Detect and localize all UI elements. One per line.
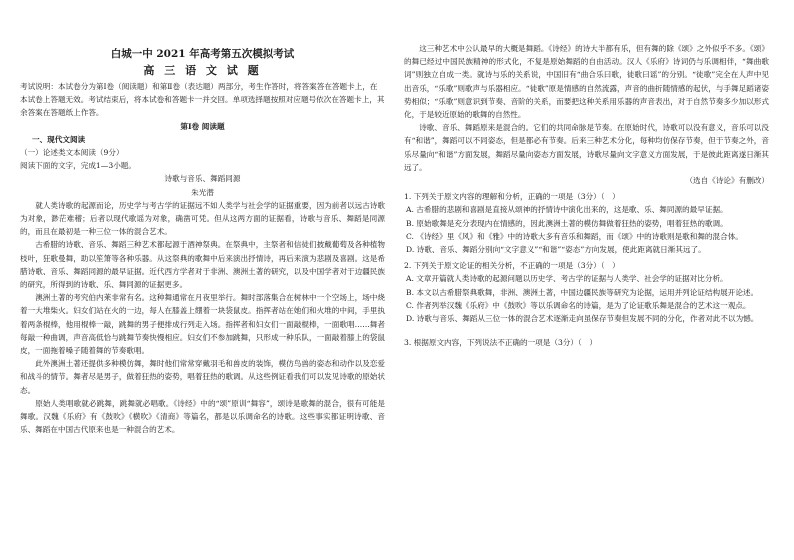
option-a: A. 古希腊的悲剧和喜剧是直接从颂神的抒情诗中演化出来的，这是歌、乐、舞同源的最早证据。 — [406, 205, 728, 215]
question-2 — [404, 259, 769, 325]
part-one-intro: 阅读下面的文字，完成1—3小题。 — [20, 161, 136, 171]
article-paragraph: 这三种艺术中公认最早的大概是舞蹈。《诗经》的诗大半都有乐，但有舞的除《颂》之外似乎不多。《颂》的舞已经过中国民族精神的形式化，不复是原始舞蹈的自由活动。汉人《乐府》诗词仍与乐调相伴，“舞曲歌词”则独立自成一类。就诗与乐的关系说，中国旧有“曲合乐曰歌，徒歌曰谣”的分别。“徒歌”完全在人声中见出音乐，“乐歌”则歌声与乐器相应。“徒歌”原是情感的自然流露，声音的曲折随情感的起伏，与手舞足蹈诸姿势相似；“乐歌”则意识到节奏、音阶的关系，而要把这种关系用乐器的声音表出，对于自然节奏多少加以形式化，于是较近原始的歌舞的自然性。 — [404, 44, 769, 120]
part-one-sub: （一）论述类文本阅读（9分） — [20, 148, 124, 158]
option-d: D. 诗歌与音乐、舞蹈从三位一体的混合艺术逐渐走向虽保存节奏但发展不同的分化，作者对此不以为憾。 — [406, 314, 759, 324]
article-paragraph: 此外澳洲土著还提供多种模仿舞，舞时他们常常穿戴羽毛和兽皮的装饰，模仿鸟兽的姿态和动作以及恋爱和战斗的情节。舞者尽是男子，做着狂热的姿势，唱着狂热的歌调。从这些例证看我们可以发见诗歌的原始状态。 — [20, 359, 385, 395]
article-paragraph: 诗歌、音乐、舞蹈原来是混合的。它们的共同命脉是节奏。在原始时代，诗歌可以没有意义，音乐可以没有“和谐”，舞蹈可以不同姿态，但是都必有节奏。后来三种艺术分化，每种均仿保存节奏，但于节奏之外，音乐尽量向“和谐”方面发展，舞蹈尽量向姿态方面发展，诗歌尽量向文字意义方面发展，于是彼此距离遂日渐其远了。 — [404, 123, 769, 172]
question-stem: 1. 下列关于原文内容的理解和分析，正确的一项是（3分）（ ） — [404, 192, 620, 202]
part-one-heading: 一、现代文阅读 — [32, 134, 86, 144]
option-a: A. 文章开篇就人类诗歌的起源问题以历史学、考古学的证据与人类学、社会学的证据对比分析。 — [406, 274, 728, 284]
article-source: （选自《诗论》有删改） — [685, 176, 769, 186]
right-column — [404, 42, 769, 349]
option-c: C. 作者列举汉魏《乐府》中《鼓吹》等以乐调命名的诗篇，是为了论证歌乐舞是混合的艺术这一观点。 — [406, 300, 751, 310]
option-b: B. 原始歌舞是充分表现内在情感的，因此澳洲土著的模仿舞做着狂热的姿势，唱着狂热的歌调。 — [406, 218, 728, 228]
article-paragraph: 原始人类唱歌就必跳舞，跳舞就必唱歌。《诗经》中的“颂”原训“舞容”，颂诗是歌舞的混合，很有可能是舞歌。汉魏《乐府》有《鼓吹》《横吹》《清商》等篇名，都是以乐调命名的诗歌。这些事实都证明诗歌、音乐、舞蹈在中国古代原来也是一种混合的艺术。 — [20, 398, 385, 435]
option-d: D. 诗歌、音乐、舞蹈分别向“文字意义”“和谐”“姿态”方向发展，使此距离就日渐其远了。 — [406, 245, 706, 255]
instructions: 考试说明：本试卷分为第Ⅰ卷（阅读题）和第Ⅱ卷（表达题）两部分，考生作答时，将答案答在答题卡上，在本试卷上答题无效。考试结束后，将本试卷和答题卡一并交回。单项选择题按照对应题号依次在答题卡上，其余答案在答题纸上作答。 — [20, 82, 385, 118]
article-paragraph: 澳洲土著的考究伯内莱非常有名。这种舞通常在月夜里举行。舞时部落集合在树林中一个空场上，场中烧着一大堆柴火。妇女们站在火的一边，每人在膝盖上绷着一块袋鼠皮。指挥者站在她们和火堆的中间，手里执着两条棍棒，他用棍棒一敲，跳舞的男子便排成行列走入场。指挥者和妇女们一面敲棍棒，一面歌唱……舞者每敲一种曲调，声音高低恰与跳舞节奏快慢相应。妇女们不参加跳舞，只形成一种乐队，一面敲着膝上的袋鼠皮，一面拖着嗓子随着舞的节奏歌唱。 — [20, 293, 385, 356]
question-stem: 2. 下列关于原文论证的相关分析，不正确的一项是（3分）（ ） — [404, 261, 620, 271]
exam-title: 白城一中 2021 年高考第五次模拟考试 — [110, 48, 295, 60]
article-paragraph: 就人类诗歌的起源而论，历史学与考古学的证据远不如人类学与社会学的证据重要，因为前者以远古诗歌为对象，渺茫难稽；后者以现代歌谣为对象，确凿可凭。但从这两方面的证据看，诗歌与音乐、舞蹈是同源的，而且在最初是一种三位一体的混合艺术。 — [20, 200, 385, 237]
left-column — [20, 40, 385, 436]
exam-subtitle: 高 三 语 文 试 题 — [143, 64, 262, 77]
article-title: 诗歌与音乐、舞蹈同源 — [164, 174, 241, 184]
question-3 — [404, 336, 769, 349]
question-1 — [404, 190, 769, 256]
section-title: 第Ⅰ卷 阅读题 — [180, 121, 225, 131]
option-b: B. 本文以古希腊祭典歌舞，非洲、澳洲土著，中国边疆民族等研究为论据，运用并列论证结构展开论述。 — [406, 287, 759, 297]
option-c: C. 《诗经》里《风》和《雅》中的诗歌大多有音乐和舞蹈，而《颂》中的诗歌则是歌和舞的混合体。 — [406, 231, 743, 241]
article-paragraph: 古希腊的诗歌、音乐、舞蹈三种艺术都起源于酒神祭典。在祭典中，主祭者和信徒们披戴葡萄及各种植物枝叶，狂歌曼舞，助以笙箫等各种乐器。从这祭典的歌舞中后来演出抒情诗，再后来演为悲剧及喜剧。这是希腊诗歌、音乐、舞蹈同源的最早证据。近代西方学者对于非洲、澳洲土著的研究，以及中国学者对于边疆民族的研究，所得到的诗歌、乐、舞同源的证据更多。 — [20, 240, 385, 290]
article-author: 朱光潜 — [191, 187, 214, 197]
question-stem: 3. 根据原文内容，下列说法不正确的一项是（3分）（ ） — [404, 338, 597, 348]
